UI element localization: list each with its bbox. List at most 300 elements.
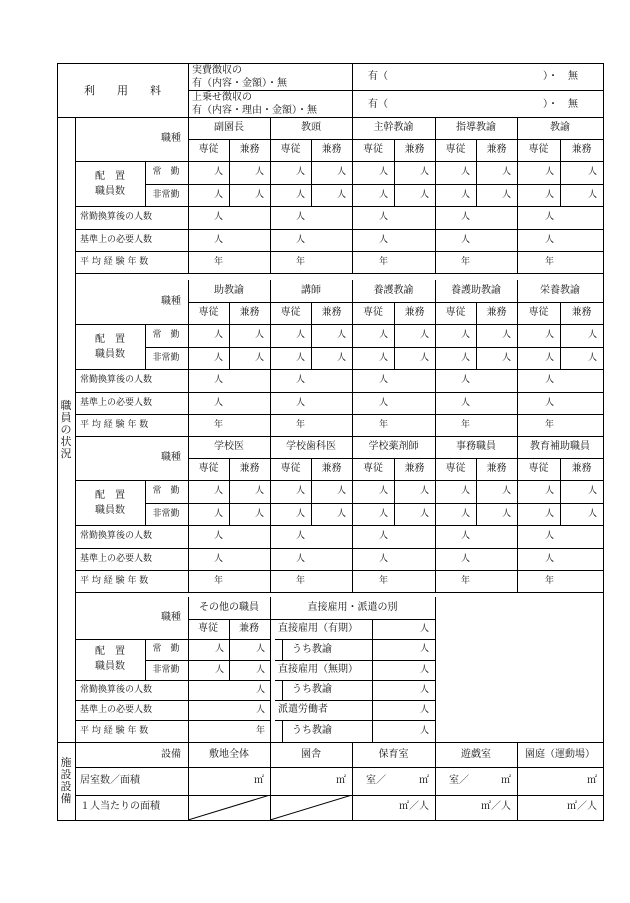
unit-person: 人 [254, 508, 264, 519]
facility-column-name: 園舎 [301, 749, 321, 760]
grid-line [145, 503, 604, 504]
fee-row1-value-right: ）・ 無 [543, 71, 578, 82]
hijoukin-label: 非常勤 [152, 664, 180, 675]
role-name: 学校薬剤師 [368, 441, 419, 452]
unit-person: 人 [213, 212, 223, 222]
grid-line [145, 347, 604, 348]
kenmu-label: 兼務 [239, 623, 259, 634]
unit-person: 人 [419, 330, 429, 340]
role-name: 教諭 [550, 122, 570, 133]
grid-line [517, 436, 518, 593]
fee-bottom-border [57, 117, 604, 118]
unit-person: 人 [419, 352, 429, 363]
unit-person: 人 [336, 352, 346, 363]
unit-person: 人 [214, 643, 224, 654]
unit-person: 人 [544, 330, 554, 340]
grid-line [188, 117, 189, 274]
fee-row1-sub: 有（内容・金額）・無 [192, 78, 287, 89]
unit-person: 人 [213, 486, 223, 496]
unit-person: 人 [587, 486, 597, 496]
unit-year: 年 [213, 575, 223, 586]
unit-person: 人 [460, 330, 470, 340]
grid-line [435, 742, 436, 821]
grid-line [517, 742, 518, 821]
grid-line [275, 680, 436, 681]
kanzan-label: 常勤換算後の人数 [80, 684, 153, 695]
unit-person: 人 [378, 553, 388, 564]
haichi-label: 配 置 [95, 333, 125, 345]
unit-person: 人 [378, 352, 388, 363]
grid-line [282, 680, 283, 701]
unit-person: 人 [587, 189, 597, 200]
unit-person: 人 [213, 234, 223, 245]
joukin-label: 常 勤 [152, 167, 180, 177]
unit-person: 人 [460, 397, 470, 408]
haichi-label: 配 置 [95, 489, 125, 501]
kenmu-label: 兼務 [486, 463, 507, 474]
diagonal-strike [188, 795, 270, 820]
grid-line [75, 525, 604, 526]
grid-line [145, 184, 604, 185]
shokushu-label: 職種 [161, 452, 181, 463]
facility-column-name: 遊戯室 [461, 749, 491, 760]
kenmu-label: 兼務 [571, 463, 592, 474]
unit-person: 人 [295, 531, 305, 541]
unit-year: 年 [378, 419, 388, 430]
fee-label: 利 用 料 [84, 83, 161, 97]
grid-line [270, 597, 271, 743]
unit-year: 年 [544, 575, 554, 586]
unit-person: 人 [295, 397, 305, 408]
kanzan-label: 常勤換算後の人数 [80, 531, 153, 541]
grid-line [352, 117, 353, 274]
grid-line [282, 720, 283, 743]
grid-line [560, 302, 561, 370]
unit-person: 人 [544, 375, 554, 385]
grid-line [75, 570, 604, 571]
kenmu-label: 兼務 [321, 144, 342, 155]
unit-person: 人 [460, 212, 470, 222]
unit-person: 人 [419, 725, 429, 736]
grid-line [229, 619, 230, 681]
unit-person: 人 [255, 664, 265, 675]
kenmu-label: 兼務 [239, 463, 260, 474]
grid-line [75, 206, 604, 207]
haichi-label: 職員数 [95, 504, 125, 516]
role-name: 助教諭 [214, 285, 244, 296]
unit-person: 人 [295, 553, 305, 564]
sentei-label: 専従 [363, 463, 383, 474]
shokushu-label: 職種 [161, 612, 181, 623]
role-header-divider [188, 458, 604, 459]
unit-person: 人 [419, 189, 429, 200]
grid-line [75, 720, 271, 721]
hijoukin-label: 非常勤 [152, 189, 180, 200]
unit-year: 年 [460, 575, 470, 586]
unit-person: 人 [378, 189, 388, 200]
table-bottom-border [57, 820, 604, 821]
role-header-divider [188, 139, 604, 140]
unit-year: 年 [213, 256, 223, 267]
grid-line [560, 139, 561, 207]
unit-person: 人 [544, 189, 554, 200]
unit-person: 人 [460, 375, 470, 385]
fee-divider [188, 90, 604, 91]
employment-header: 直接雇用・派遣の別 [307, 602, 398, 613]
section-divider [75, 117, 76, 821]
unit-person: 人 [336, 330, 346, 340]
sentei-label: 専従 [528, 144, 549, 155]
grid-line [229, 139, 230, 207]
area-row-label: 居室数／面積 [80, 775, 140, 786]
grid-line [394, 458, 395, 526]
fee-row1-label: 実費徴収の [192, 65, 242, 76]
facility-column-name: 保育室 [378, 749, 409, 760]
hitsuyou-label: 基準上の必要人数 [80, 234, 153, 245]
grid-line [75, 369, 604, 370]
haichi-label: 職員数 [95, 185, 125, 197]
kenmu-label: 兼務 [239, 144, 260, 155]
unit-person: 人 [544, 508, 554, 519]
grid-line [145, 324, 146, 370]
unit-person: 人 [378, 212, 388, 222]
shokushu-label: 職種 [161, 296, 181, 307]
grid-line [75, 548, 604, 549]
facility-column-name: 園庭（運動場） [525, 749, 595, 760]
unit-person: 人 [213, 167, 223, 177]
grid-line [270, 117, 271, 274]
kanzan-label: 常勤換算後の人数 [80, 375, 153, 385]
unit-person: 人 [254, 167, 264, 177]
area-value: ㎡ [419, 775, 429, 786]
unit-person: 人 [378, 375, 388, 385]
keiken-label: 平 均 経 験 年 数 [80, 419, 149, 430]
area-value: ㎡ [336, 775, 346, 786]
grid-line [476, 302, 477, 370]
unit-person: 人 [544, 397, 554, 408]
per-person-value: ㎡／人 [399, 801, 429, 812]
hijoukin-label: 非常勤 [152, 508, 180, 519]
unit-person: 人 [419, 704, 429, 715]
unit-person: 人 [295, 234, 305, 245]
role-name: その他の職員 [199, 602, 259, 613]
unit-person: 人 [378, 531, 388, 541]
sentei-label: 専従 [445, 463, 466, 474]
unit-person: 人 [544, 531, 554, 541]
unit-person: 人 [544, 167, 554, 177]
keiken-label: 平 均 経 験 年 数 [80, 725, 149, 736]
table-right-border [603, 63, 604, 821]
grid-line [311, 458, 312, 526]
fee-row2-sub: 有（内容・理由・金額）・無 [192, 105, 317, 116]
unit-person: 人 [213, 330, 223, 340]
staff-section-bottom [57, 742, 604, 743]
unit-person: 人 [501, 486, 511, 496]
keiken-label: 平 均 経 験 年 数 [80, 256, 149, 267]
unit-year: 年 [460, 256, 470, 267]
unit-person: 人 [460, 553, 470, 564]
hijoukin-label: 非常勤 [152, 352, 180, 363]
unit-person: 人 [336, 167, 346, 177]
role-name: 講師 [301, 285, 321, 296]
unit-year: 年 [295, 419, 305, 430]
grid-line [476, 458, 477, 526]
unit-person: 人 [460, 167, 470, 177]
role-name: 指導教諭 [456, 122, 496, 133]
grid-line [145, 639, 146, 681]
grid-line [188, 63, 189, 118]
sentei-label: 専従 [280, 144, 301, 155]
joukin-label: 常 勤 [152, 330, 180, 340]
facility-column-name: 敷地全体 [209, 749, 249, 760]
grid-line [372, 619, 373, 743]
unit-person: 人 [295, 352, 305, 363]
hitsuyou-label: 基準上の必要人数 [80, 704, 153, 715]
unit-person: 人 [378, 167, 388, 177]
unit-person: 人 [587, 167, 597, 177]
joukin-label: 常 勤 [152, 486, 180, 496]
unit-person: 人 [255, 704, 265, 715]
unit-person: 人 [295, 330, 305, 340]
unit-person: 人 [460, 352, 470, 363]
unit-year: 年 [295, 256, 305, 267]
unit-year: 年 [544, 419, 554, 430]
grid-line [311, 139, 312, 207]
joukin-label: 常 勤 [152, 643, 180, 654]
unit-year: 年 [378, 256, 388, 267]
unit-person: 人 [501, 167, 511, 177]
unit-person: 人 [544, 212, 554, 222]
unit-person: 人 [501, 508, 511, 519]
unit-person: 人 [254, 330, 264, 340]
grid-line [270, 436, 271, 593]
fee-row2-label: 上乗せ徴収の [192, 92, 252, 103]
grid-line [75, 414, 604, 415]
table-left-border [57, 63, 58, 821]
grid-line [311, 302, 312, 370]
grid-line [75, 229, 604, 230]
role-name: 栄養教諭 [540, 285, 580, 296]
grid-line [275, 660, 436, 661]
grid-line [275, 639, 436, 640]
unit-person: 人 [378, 508, 388, 519]
grid-line [145, 480, 146, 526]
unit-person: 人 [254, 486, 264, 496]
sentei-label: 専従 [198, 623, 218, 634]
unit-person: 人 [419, 167, 429, 177]
kenmu-label: 兼務 [321, 463, 342, 474]
hitsuyou-label: 基準上の必要人数 [80, 397, 153, 408]
grid-line [75, 392, 604, 393]
unit-person: 人 [336, 486, 346, 496]
unit-person: 人 [501, 352, 511, 363]
grid-line [275, 700, 436, 701]
grid-line [75, 767, 604, 768]
unit-person: 人 [460, 189, 470, 200]
sentei-label: 専従 [445, 307, 466, 318]
grid-line [560, 458, 561, 526]
role-name: 教育補助職員 [530, 441, 590, 452]
unit-person: 人 [544, 486, 554, 496]
grid-line [352, 742, 353, 821]
employment-row-label: うち教諭 [292, 684, 332, 695]
grid-line [352, 280, 353, 437]
grid-line [435, 597, 436, 743]
unit-year: 年 [213, 419, 223, 430]
employment-row-label: 直接雇用（無期） [278, 664, 358, 675]
unit-person: 人 [213, 553, 223, 564]
unit-person: 人 [587, 330, 597, 340]
unit-person: 人 [378, 486, 388, 496]
sentei-label: 専従 [198, 307, 219, 318]
unit-person: 人 [501, 330, 511, 340]
haichi-label: 配 置 [95, 646, 125, 657]
unit-person: 人 [254, 189, 264, 200]
grid-line [394, 139, 395, 207]
role-name: 事務職員 [456, 441, 496, 452]
area-value: ㎡ [254, 775, 264, 786]
employment-row-label: うち教諭 [292, 643, 332, 655]
facility-section-label: 施設設備 [60, 756, 72, 805]
grid-line [517, 280, 518, 437]
unit-person: 人 [213, 508, 223, 519]
fee-row1-value-left: 有（ [368, 71, 388, 82]
grid-line [435, 117, 436, 274]
block-bottom-border [75, 436, 604, 437]
unit-person: 人 [501, 189, 511, 200]
grid-line [476, 139, 477, 207]
unit-person: 人 [460, 531, 470, 541]
per-person-value: ㎡／人 [481, 801, 511, 812]
kenmu-label: 兼務 [404, 307, 425, 318]
block-bottom-border [75, 273, 604, 274]
unit-person: 人 [213, 189, 223, 200]
role-name: 学校医 [214, 441, 244, 452]
kenmu-label: 兼務 [571, 144, 592, 155]
grid-line [75, 680, 271, 681]
grid-line [275, 720, 436, 721]
role-name: 副園長 [214, 122, 244, 133]
sentei-label: 専従 [198, 463, 219, 474]
area-value: 室／ [366, 775, 386, 786]
unit-person: 人 [255, 684, 265, 695]
haichi-label: 職員数 [95, 348, 125, 360]
unit-person: 人 [214, 664, 224, 675]
unit-year: 年 [460, 419, 470, 430]
role-name: 学校歯科医 [286, 441, 336, 452]
staff-section-label: 職員の状況 [60, 398, 72, 460]
role-name: 教頭 [301, 122, 321, 133]
kenmu-label: 兼務 [239, 307, 260, 318]
grid-line [188, 619, 436, 620]
grid-line [229, 458, 230, 526]
unit-person: 人 [544, 352, 554, 363]
unit-year: 年 [255, 725, 265, 736]
grid-line [188, 597, 189, 743]
employment-row-label: うち教諭 [292, 725, 332, 736]
role-header-divider [188, 302, 604, 303]
unit-person: 人 [255, 643, 265, 654]
unit-person: 人 [295, 486, 305, 496]
sentei-label: 専従 [528, 463, 549, 474]
role-name: 養護教諭 [373, 285, 414, 296]
grid-line [229, 302, 230, 370]
kenmu-label: 兼務 [486, 144, 507, 155]
grid-line [188, 436, 189, 593]
grid-line [435, 436, 436, 593]
grid-line [75, 251, 604, 252]
grid-line [145, 161, 146, 207]
kenmu-label: 兼務 [486, 307, 507, 318]
unit-person: 人 [295, 375, 305, 385]
unit-person: 人 [336, 508, 346, 519]
unit-person: 人 [419, 644, 429, 654]
unit-person: 人 [587, 508, 597, 519]
kenmu-label: 兼務 [404, 144, 425, 155]
unit-person: 人 [419, 508, 429, 519]
unit-person: 人 [460, 486, 470, 496]
kenmu-label: 兼務 [321, 307, 342, 318]
grid-line [517, 117, 518, 274]
unit-person: 人 [295, 508, 305, 519]
unit-person: 人 [544, 234, 554, 245]
sentei-label: 専従 [363, 144, 383, 155]
sentei-label: 専従 [198, 144, 219, 155]
per-person-value: ㎡／人 [567, 801, 597, 812]
unit-person: 人 [587, 352, 597, 363]
sentei-label: 専従 [280, 307, 301, 318]
diagonal-strike [270, 795, 352, 820]
area-value: 室／ [449, 775, 469, 786]
unit-year: 年 [295, 575, 305, 586]
grid-line [75, 324, 604, 325]
role-name: 養護助教諭 [451, 285, 501, 296]
grid-line [282, 639, 283, 661]
role-name: 主幹教諭 [373, 122, 414, 133]
sentei-label: 専従 [528, 307, 549, 318]
unit-person: 人 [213, 352, 223, 363]
area-value: ㎡ [501, 775, 511, 786]
unit-person: 人 [378, 330, 388, 340]
haichi-label: 職員数 [95, 661, 125, 672]
sentei-label: 専従 [280, 463, 301, 474]
grid-line [352, 436, 353, 593]
unit-year: 年 [378, 575, 388, 586]
grid-line [270, 280, 271, 437]
hitsuyou-label: 基準上の必要人数 [80, 553, 153, 564]
grid-line [75, 161, 604, 162]
employment-row-label: 直接雇用（有期） [278, 623, 358, 634]
shokushu-label: 職種 [161, 133, 181, 144]
grid-line [188, 280, 189, 437]
kenmu-label: 兼務 [571, 307, 592, 318]
unit-person: 人 [295, 189, 305, 200]
unit-person: 人 [544, 553, 554, 564]
block-bottom-border [75, 592, 604, 593]
sentei-label: 専従 [363, 307, 383, 318]
unit-person: 人 [295, 167, 305, 177]
unit-person: 人 [419, 486, 429, 496]
sentei-label: 専従 [445, 144, 466, 155]
grid-line [394, 302, 395, 370]
per-person-label: １人当たりの面積 [80, 801, 160, 812]
unit-person: 人 [295, 212, 305, 222]
unit-person: 人 [419, 623, 429, 634]
grid-line [352, 63, 353, 118]
unit-person: 人 [460, 508, 470, 519]
unit-person: 人 [378, 234, 388, 245]
area-value: ㎡ [587, 775, 597, 786]
